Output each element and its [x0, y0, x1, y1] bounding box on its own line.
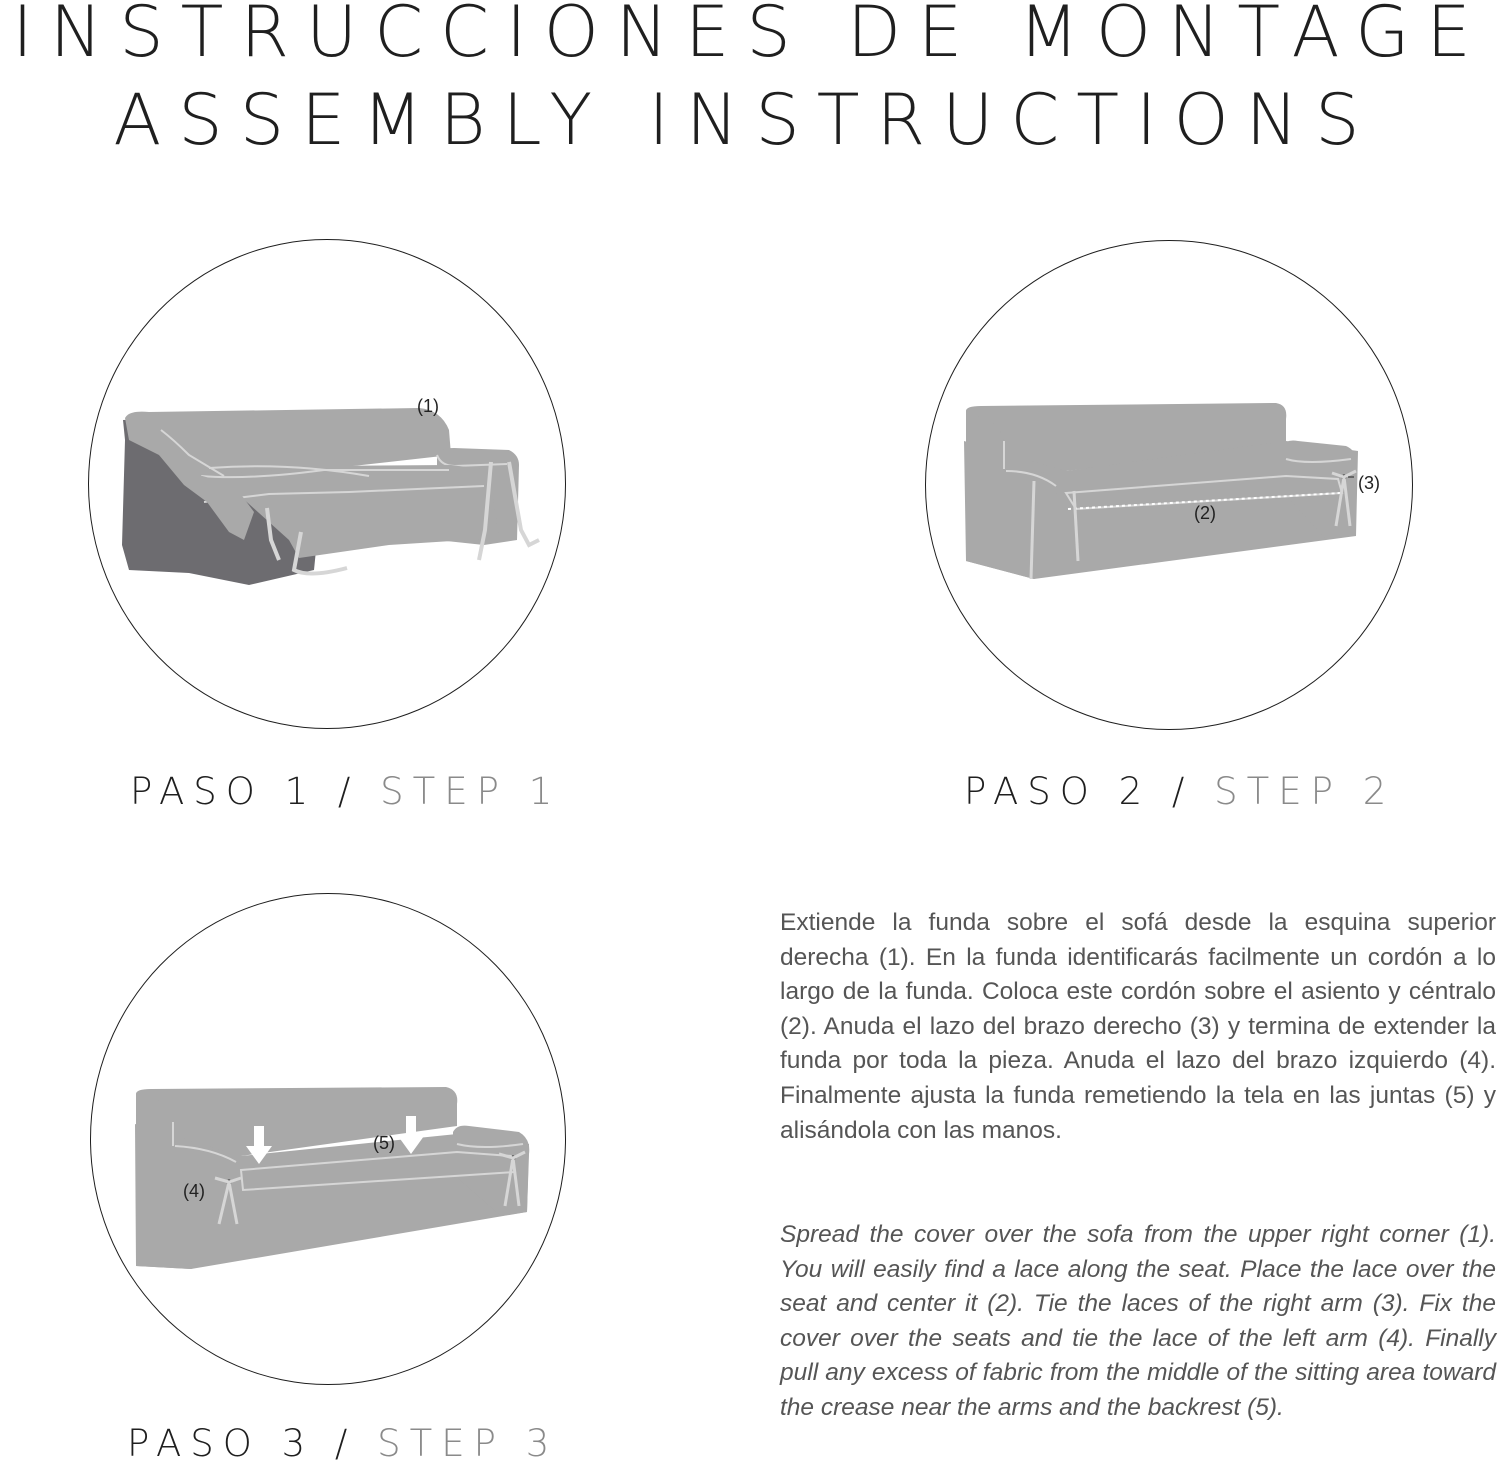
step-3-separator: / [314, 1422, 378, 1465]
step-3-callout-4: (4) [183, 1181, 205, 1201]
step-2-label-en: STEP 2 [1214, 770, 1396, 813]
step-3-illustration [90, 893, 566, 1385]
step-1-label-es: PASO 1 [130, 770, 318, 813]
step-1-label-en: STEP 1 [380, 770, 562, 813]
sofa-seat-lace-illustration [926, 241, 1413, 730]
step-2-label-es: PASO 2 [964, 770, 1152, 813]
step-3-label [127, 1424, 558, 1464]
step-1-separator: / [317, 770, 381, 813]
instructions-english: Spread the cover over the sofa from the upper right corner (1). You will easily find a lace along the seat. Place the lace over the seat and center it (2). Tie the laces of the right arm (3). Fix the cover over the seats and tie the lace of the left arm (4). Finally pull any excess of fabric from the middle of the sitting area toward the crease near the arms and the backrest (5). [780, 1221, 1496, 1421]
instructions-spanish: Extiende la funda sobre el sofá desde la esquina superior derecha (1). En la funda identificarás facilmente un cordón a lo largo de la funda. Coloca este cordón sobre el asiento y céntralo (2). Anuda el lazo del brazo derecho (3) y termina de extender la funda por toda la pieza. Anuda el lazo del brazo izquierdo (4). Finalmente ajusta la funda remetiendo la tela en las juntas (5) y alisándola con las manos. [780, 909, 1496, 1144]
step-2-separator: / [1151, 770, 1215, 813]
step-1-callout-1: (1) [417, 396, 439, 416]
step-2-callout-2: (2) [1194, 503, 1216, 523]
title-spanish: INSTRUCCIONES DE MONTAGE [12, 0, 1488, 73]
step-1-label [130, 772, 561, 812]
step-3-label-es: PASO 3 [127, 1422, 315, 1465]
sofa-cover-spreading-illustration [89, 240, 566, 729]
step-3-label-en: STEP 3 [377, 1422, 559, 1465]
step-1-illustration [88, 239, 566, 729]
step-2-callout-3: (3) [1358, 473, 1380, 493]
step-3-callout-5: (5) [373, 1133, 395, 1153]
sofa-tucking-arrows-illustration [91, 894, 566, 1385]
title-english: ASSEMBLY INSTRUCTIONS [113, 79, 1377, 161]
step-2-illustration [925, 240, 1413, 730]
step-2-label [964, 772, 1395, 812]
